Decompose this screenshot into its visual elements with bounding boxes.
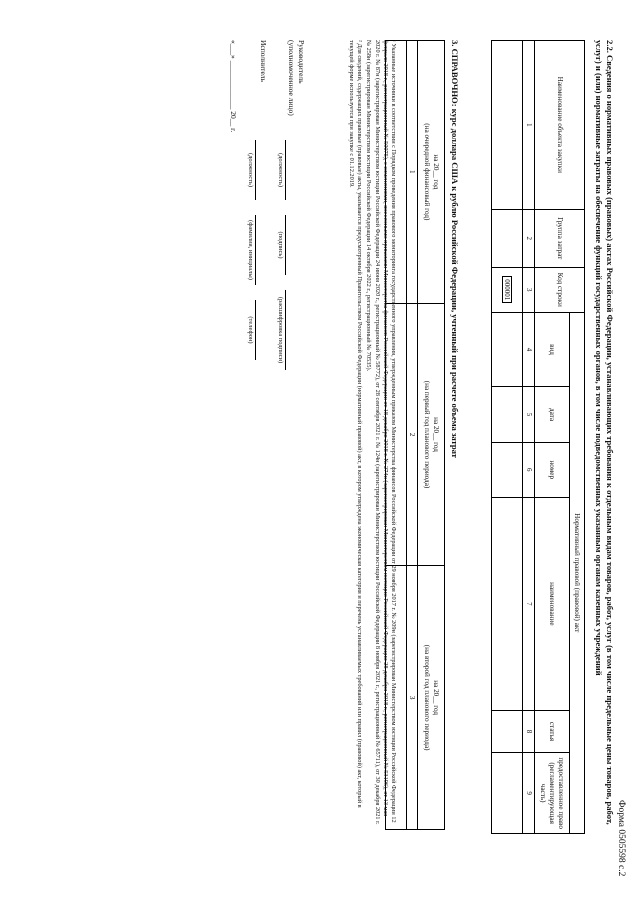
col-delegation: предоставленное право (регламентирующая часть) — [535, 753, 570, 834]
table-cell[interactable] — [492, 710, 523, 753]
table-cell[interactable] — [492, 442, 523, 497]
exec-name-caption: (фамилия, инициалы) — [247, 220, 254, 280]
col-current-year — [418, 41, 445, 304]
exec-position-line[interactable] — [255, 140, 266, 200]
table-cell[interactable] — [492, 209, 523, 267]
col-number-1: 1 — [523, 41, 535, 210]
col-second-year-label: на 20__ год — [432, 680, 440, 716]
exec-position-caption: (должность) — [247, 152, 254, 188]
col-number-8: 8 — [523, 710, 535, 753]
footnotes — [346, 40, 397, 830]
col-date: дата — [535, 387, 570, 442]
col-first-year — [418, 303, 445, 566]
head-position-caption: (должность) — [277, 152, 284, 188]
rate-col-number-2: 2 — [407, 303, 418, 566]
rate-col-number-3: 3 — [407, 566, 418, 830]
signature-date[interactable]: «___» _____________ 20__ г. — [229, 40, 238, 133]
npa-table — [491, 40, 585, 834]
col-number-7: 7 — [523, 497, 535, 710]
footnote-2: ² Для сведений, содержащих правовые (правовые) акты, указывается предусмотренный Правительством Российской Федерации (нормативный правовой) акт, в котором утверждена экономическая категория и перечень устанавливаемых требований или правил (правовой) акт, который в текущей форме используется при закупке с 01.12.2019. — [347, 40, 364, 808]
col-second-year — [418, 566, 445, 830]
col-number-3: 3 — [523, 267, 535, 312]
section-2-2-title: 2.2. Сведения о нормативных правовых (правовых) актах Российской Федерации, устанавливающих требования к отдельным видам товаров, работ, услуг (в том числе предельные цены товаров, работ, услуг) и (или) нормативные затраты на обеспечение функций государственных органов, в том числе подведомственных указанным органам казенных учреждений — [594, 40, 615, 825]
exec-phone-caption: (телефон) — [247, 316, 254, 344]
table-cell[interactable] — [492, 753, 523, 834]
col-first-year-sub: (на первый год планового периода) — [423, 380, 431, 489]
footnote-1: ¹ Указанные источники в соответствии с Порядком проведения правового мониторинга государственного управления, утвержденным приказом Министерства финансов Российской Федерации от 29 ноября 2017 г. № 209н (зарегистрирован Министерством юстиции Российской Федерации 12 февраля 2018 г., регистрационный № 50075), с изменениями, внесенными приказами Министерства финансов Российской Федерации от 18 декабря 2018 г. № 274н (зарегистрирован Министерством юстиции Российской Федерации 28 декабря 2018 г., регистрационный № 53196), от 13 мая 2020 г. № 87н (зарегистрирован Министерством юстиции Российской Федерации 24 июня 2020 г., регистрационный № 58772), от 28 сентября 2021 г. № 124н (зарегистрирован Министерством юстиции Российской Федерации 8 ноября 2021 г., регистрационный № 65711), от 30 декабря 2021 г. № 258н (зарегистрирован Министерством юстиции Российской Федерации 14 октября 2022 г., регистрационный № 70535). — [365, 40, 397, 825]
table-cell[interactable] — [492, 41, 523, 210]
table-cell[interactable] — [492, 497, 523, 710]
col-number-9: 9 — [523, 753, 535, 834]
col-number-5: 5 — [523, 387, 535, 442]
col-type: вид — [535, 312, 570, 387]
col-name: наименование — [535, 497, 570, 710]
section-3-title: 3. СПРАВОЧНО: курс доллара США к рублю Российской Федерации, учтенный при расчете объема затрат — [450, 40, 460, 458]
head-sub-label: (уполномоченное лицо) — [287, 40, 296, 116]
col-first-year-label: на 20__ год — [432, 417, 440, 452]
col-current-year-label: на 20__ год — [432, 154, 440, 190]
head-signature-line[interactable] — [285, 215, 296, 275]
table-cell[interactable] — [492, 387, 523, 442]
exec-phone-line[interactable] — [255, 300, 266, 360]
col-number-6: 6 — [523, 442, 535, 497]
rate-col-number-1: 1 — [407, 41, 418, 304]
col-second-year-sub: (на второй год планового периода) — [423, 644, 431, 751]
col-line-code: Код строки — [535, 267, 585, 312]
head-signature-caption: (подпись) — [277, 231, 284, 259]
head-name-line[interactable] — [285, 290, 296, 370]
col-object-name: Наименование объекта закупки — [535, 41, 585, 210]
col-article: статья — [535, 710, 570, 753]
col-expense-group: Группа затрат — [535, 209, 585, 267]
col-current-year-sub: (на очередной финансовый год) — [423, 123, 431, 221]
executor-label: Исполнитель — [259, 40, 268, 82]
line-code-value: 000001 — [503, 276, 513, 303]
col-number-2: 2 — [523, 209, 535, 267]
head-name-caption: (расшифровка подписи) — [277, 296, 284, 364]
head-label: Руководитель — [297, 40, 306, 84]
exec-name-line[interactable] — [255, 215, 266, 285]
col-number: номер — [535, 442, 570, 497]
form-number: Форма 0505598 с.2 — [616, 800, 626, 877]
col-number-4: 4 — [523, 312, 535, 387]
table-cell[interactable] — [492, 312, 523, 387]
line-code-cell — [492, 267, 523, 312]
col-npa-group: Нормативный правовой (правовой) акт — [570, 312, 585, 833]
head-position-line[interactable] — [285, 140, 296, 200]
